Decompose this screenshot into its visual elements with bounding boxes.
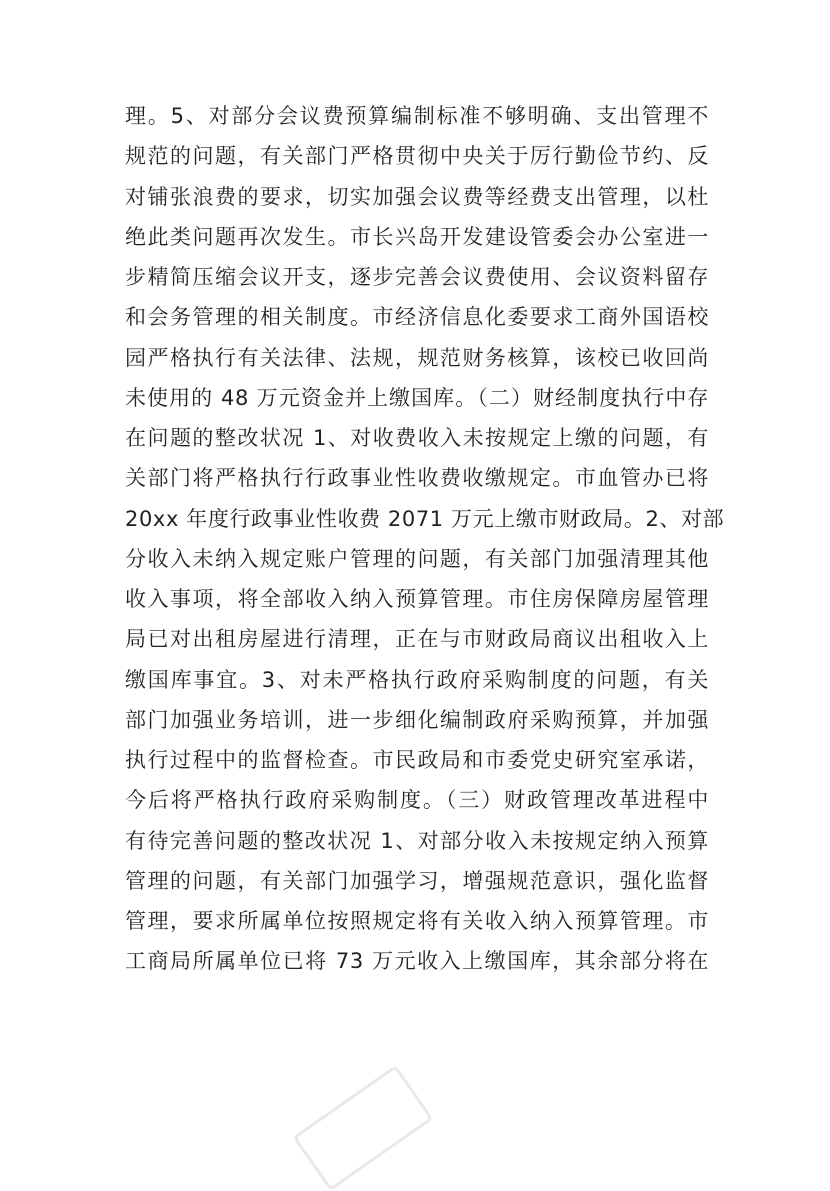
body-line-4: 绝此类问题再次发生。市长兴岛开发建设管委会办公室进一 — [125, 224, 709, 249]
body-line-3: 对铺张浪费的要求，切实加强会议费等经费支出管理，以杜 — [125, 184, 709, 209]
body-line-1: 理。5、对部分会议费预算编制标准不够明确、支出管理不 — [125, 104, 709, 128]
body-line-6: 和会务管理的相关制度。市经济信息化委要求工商外国语校 — [125, 305, 709, 330]
body-line-8: 未使用的 48 万元资金并上缴国库。（二）财经制度执行中存 — [125, 385, 709, 410]
body-line-16: 部门加强业务培训，进一步细化编制政府采购预算，并加强 — [125, 707, 709, 732]
body-line-22: 工商局所属单位已将 73 万元收入上缴国库，其余部分将在 — [125, 949, 709, 974]
body-line-2: 规范的问题，有关部门严格贯彻中央关于厉行勤俭节约、反 — [125, 144, 709, 169]
body-line-13: 收入事项，将全部收入纳入预算管理。市住房保障房屋管理 — [125, 587, 709, 611]
body-line-10: 关部门将严格执行行政事业性收费收缴规定。市血管办已将 — [125, 466, 709, 491]
body-line-17: 执行过程中的监督检查。市民政局和市委党史研究室承诺， — [125, 748, 709, 772]
body-line-5: 步精简压缩会议开支，逐步完善会议费使用、会议资料留存 — [125, 265, 709, 289]
body-line-9: 在问题的整改状况 1、对收费收入未按规定上缴的问题，有 — [125, 426, 709, 450]
body-line-7: 园严格执行有关法律、法规，规范财务核算，该校已收回尚 — [125, 345, 709, 370]
body-line-12: 分收入未纳入规定账户管理的问题，有关部门加强清理其他 — [125, 546, 709, 571]
body-line-21: 管理，要求所属单位按照规定将有关收入纳入预算管理。市 — [125, 909, 709, 933]
body-line-14: 局已对出租房屋进行清理，正在与市财政局商议出租收入上 — [125, 627, 709, 652]
body-line-11: 20xx 年度行政事业性收费 2071 万元上缴市财政局。2、对部 — [125, 506, 725, 531]
body-line-19: 有待完善问题的整改状况 1、对部分收入未按规定纳入预算 — [125, 828, 709, 853]
watermark-stamp — [292, 1065, 433, 1191]
document-body — [125, 96, 725, 982]
body-line-18: 今后将严格执行政府采购制度。（三）财政管理改革进程中 — [125, 788, 709, 813]
body-line-20: 管理的问题，有关部门加强学习，增强规范意识，强化监督 — [125, 868, 709, 893]
body-line-15: 缴国库事宜。3、对未严格执行政府采购制度的问题，有关 — [125, 667, 709, 692]
